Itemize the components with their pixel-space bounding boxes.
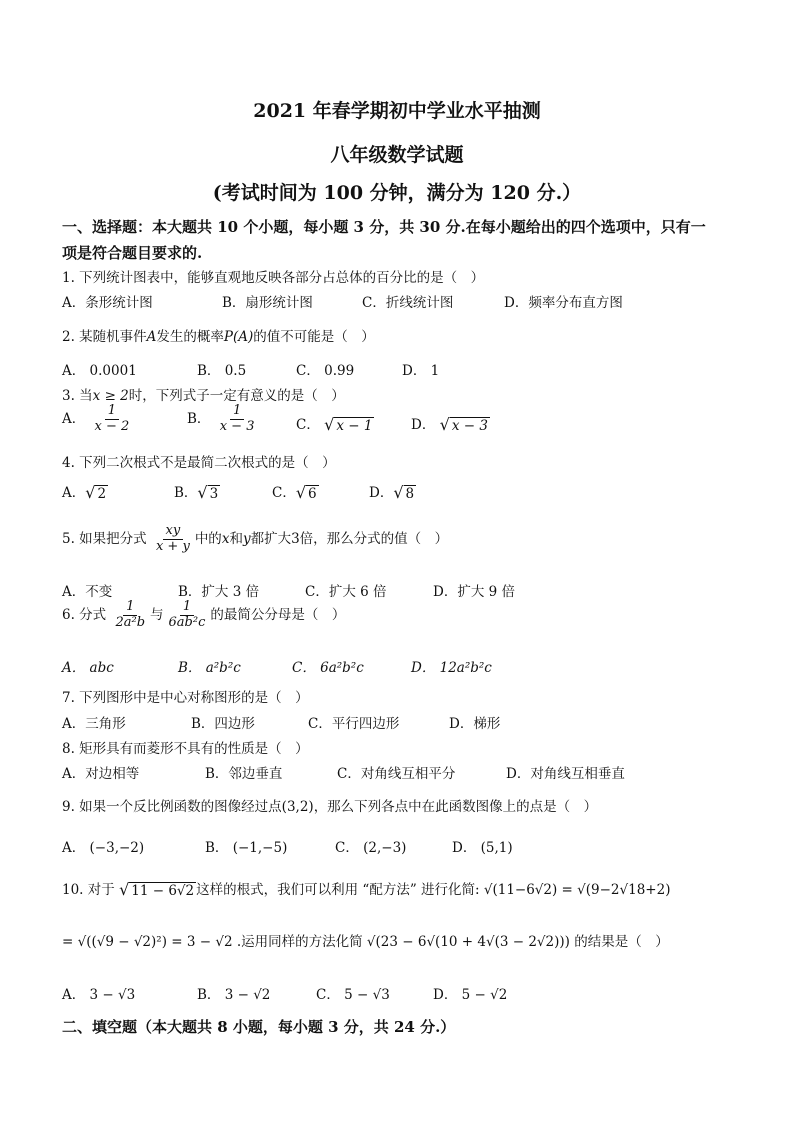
q10-stem-post: 的结果是（ ） [574,934,669,950]
q3-c-rad: x − 1 [336,418,373,434]
q3-d-sqrt: √ x − 3 [439,415,488,434]
q4-d-sqrt: √ 8 [393,483,415,502]
q3-a-num: 1 [105,404,119,420]
q1-stem: 1. 下列统计图表中，能够直观地反映各部分占总体的百分比的是（ ） [62,270,485,286]
q5-den: x + y [155,538,190,554]
q7-stem: 7. 下列图形中是中心对称图形的是（ ） [62,690,309,706]
q6-option-c: C． 6a²b²c [292,660,364,676]
section1-heading-line1: 一、选择题：本大题共 10 个小题，每小题 3 分，共 30 分.在每小题给出的四个选项中，只有一 [62,218,706,236]
q2-stem-post: 的值不可能是（ ） [253,329,375,345]
q10-stem-line1 [62,878,670,899]
q5-option-a: A．不变 [62,584,113,600]
q10-expr1: √ 11 − 6√2 [119,880,195,899]
q4-option-a [62,481,108,502]
q6-stem-post: 的最简公分母是（ ） [210,606,346,623]
q6-option-b: B． a²b²c [178,660,241,676]
q9-option-d: D． (5,1) [452,840,513,856]
q7-option-a: A．三角形 [62,716,126,732]
q3-d-rad: x − 3 [451,418,488,434]
q6-f2-den: 6ab²c [168,614,206,630]
q4-a-label: A． [62,485,86,501]
q4-option-c [272,481,319,502]
q5-fraction [153,524,193,555]
q2-option-a: A． 0.0001 [62,363,137,379]
q5-stem-mid: 中的 [194,530,222,547]
q6-and: 与 [150,606,164,623]
q6-fraction-1 [112,600,148,631]
q2-option-c: C． 0.99 [296,363,355,379]
q3-option-d-label: D． [411,417,436,433]
q7-option-c: C．平行四边形 [308,716,400,732]
q9-option-c: C． (2,−3) [335,840,407,856]
q2-var: A [146,329,157,345]
exam-subtitle: 八年级数学试题 [330,144,464,166]
section1-heading [62,214,742,266]
q9-stem [62,795,597,815]
q4-c-sqrt: √ 6 [295,483,317,502]
q3-option-a-label: A． [62,410,86,427]
exam-title: 2021 年春学期初中学业水平抽测 [253,100,541,122]
q4-stem: 4. 下列二次根式不是最简二次根式的是（ ） [62,455,336,471]
exam-note: (考试时间为 100 分钟，满分为 120 分.） [212,182,582,204]
q3-b-den: x − 3 [219,418,255,434]
q3-option-b [187,404,259,435]
q3-stem-post: 时，下列式子一定有意义的是（ ） [128,388,345,404]
q5-option-b: B．扩大 3 倍 [178,584,260,600]
q3-option-c-label: C． [296,417,320,433]
q6-f2-num: 1 [180,600,194,616]
q10-stem-line2 [62,930,669,950]
q4-b-sqrt: √ 3 [197,483,219,502]
q8-stem: 8. 矩形具有而菱形不具有的性质是（ ） [62,741,309,757]
q4-c-label: C． [272,485,296,501]
q2-option-d: D． 1 [402,363,440,379]
q1-option-a: A．条形统计图 [62,295,153,311]
q5-stem-pre: 5. 如果把分式 [62,530,147,547]
q9-stem-post: ，那么下列各点中在此函数图像上的点是（ ） [313,799,598,815]
q10-expr1-text: 11 − 6√2 [131,883,195,899]
q10-option-a: A． 3 − √3 [62,987,136,1003]
section2-heading: 二、填空题（本大题共 8 小题，每小题 3 分，共 24 分.） [62,1018,456,1036]
q10-stem-pre: 10. 对于 [62,882,115,898]
q3-option-c [296,413,374,434]
q4-d-label: D． [369,485,394,501]
q4-option-b [174,481,220,502]
q4-c-rad: 6 [308,486,317,502]
q2-option-b: B． 0.5 [197,363,247,379]
q6-f1-den: 2a²b [115,614,146,630]
q3-cond: x ≥ 2 [92,388,129,404]
q6-stem [62,600,345,631]
q8-option-a: A．对边相等 [62,766,140,782]
q3-option-b-fraction [217,404,258,435]
q8-option-d: D．对角线互相垂直 [506,766,625,782]
q4-d-rad: 8 [405,486,415,502]
q5-stem-post: 都扩大3倍，那么分式的值（ ） [250,530,449,547]
q4-a-rad: 2 [97,486,107,502]
q6-f1-num: 1 [123,600,137,616]
q10-eq2: = √((√9 − √2)²) = 3 − √2 .运用同样的方法化简 [62,934,363,950]
q2-stem [62,325,375,345]
q3-option-a [62,404,134,435]
q8-option-b: B．邻边垂直 [205,766,283,782]
q2-prob: P(A) [223,329,254,345]
q9-option-b: B． (−1,−5) [205,840,288,856]
q5-stem [62,524,448,555]
q4-a-sqrt: √ 2 [85,483,107,502]
q10-expr2: √(23 − 6√(10 + 4√(3 − 2√2))) [366,934,570,950]
q5-num: xy [163,524,184,540]
q5-and: 和 [229,530,243,547]
q5-y: y [242,530,251,547]
q5-x: x [221,530,230,547]
q3-stem-pre: 3. 当 [62,388,93,404]
q6-stem-pre: 6. 分式 [62,606,107,623]
q1-option-c: C．折线统计图 [362,295,454,311]
q1-option-d: D．频率分布直方图 [504,295,623,311]
q3-stem [62,384,345,404]
q7-option-b: B．四边形 [191,716,255,732]
q9-point: (3,2) [281,799,314,815]
q8-option-c: C．对角线互相平分 [337,766,456,782]
q10-option-c: C． 5 − √3 [316,987,390,1003]
q5-option-c: C．扩大 6 倍 [305,584,387,600]
q3-a-den: x − 2 [94,418,130,434]
q2-stem-pre: 2. 某随机事件 [62,329,147,345]
q2-stem-mid: 发生的概率 [156,329,224,345]
q4-b-rad: 3 [209,486,219,502]
q10-stem-mid: 这样的根式，我们可以利用 “配方法” 进行化简: [196,882,480,898]
q3-b-num: 1 [230,404,244,420]
q4-b-label: B． [174,485,198,501]
q6-fraction-2 [166,600,209,631]
q1-option-b: B．扇形统计图 [222,295,313,311]
q3-c-sqrt: √ x − 1 [324,415,373,434]
q10-option-d: D． 5 − √2 [433,987,508,1003]
q3-option-a-fraction [92,404,133,435]
q3-option-d [411,413,490,434]
q5-option-d: D．扩大 9 倍 [433,584,515,600]
q10-option-b: B． 3 − √2 [197,987,271,1003]
q9-stem-pre: 9. 如果一个反比例函数的图像经过点 [62,799,282,815]
q6-option-a: A． abc [62,660,114,676]
q10-eq1: √(11−6√2) = √(9−2√18+2) [483,882,671,898]
section1-heading-line2: 项是符合题目要求的. [62,244,203,262]
q4-option-d [369,481,416,502]
q3-option-b-label: B． [187,410,211,427]
q7-option-d: D．梯形 [449,716,501,732]
q6-option-d: D． 12a²b²c [411,660,492,676]
q9-option-a: A． (−3,−2) [62,840,145,856]
